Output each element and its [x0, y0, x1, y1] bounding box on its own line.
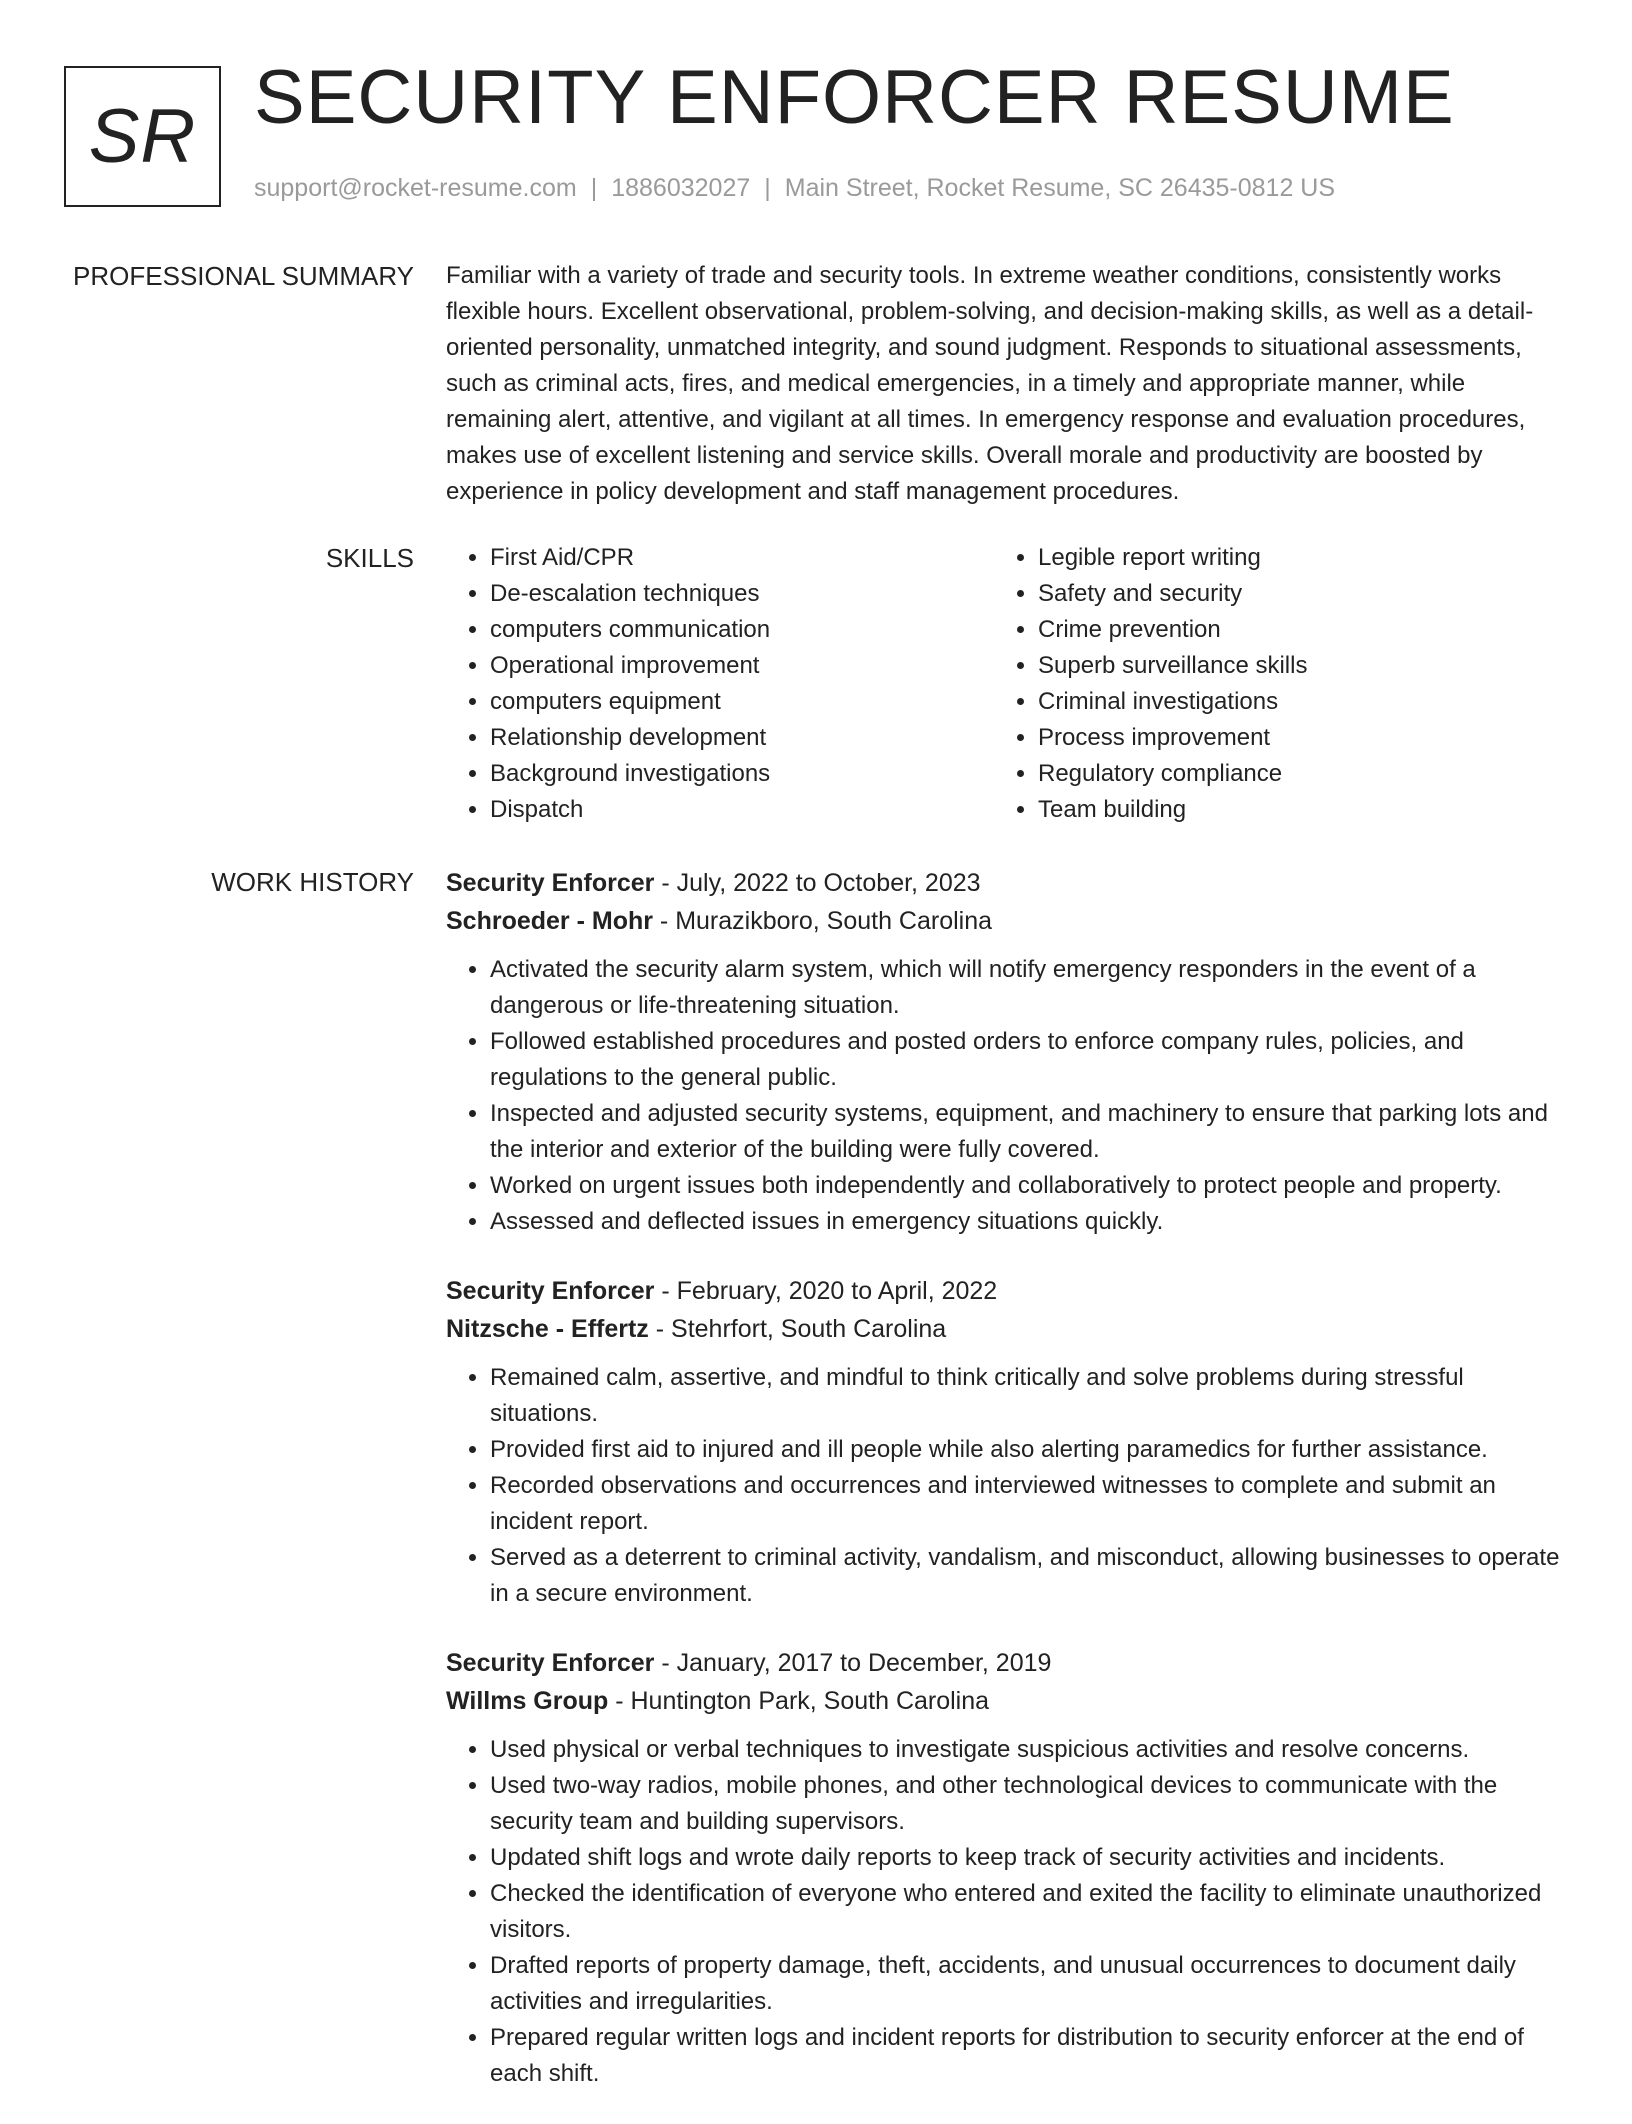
- job-bullet: • Used physical or verbal techniques to investigate suspicious activities and resolve concerns.: [490, 1732, 1562, 1768]
- skill-item: • Dispatch: [490, 792, 994, 828]
- job-bullet: • Activated the security alarm system, which will notify emergency responders in the event of a dangerous or life-threatening situation.: [490, 952, 1562, 1024]
- skill-item: • Operational improvement: [490, 648, 994, 684]
- job-bullet: • Assessed and deflected issues in emergency situations quickly.: [490, 1204, 1562, 1240]
- contact-separator: |: [590, 174, 598, 202]
- work-label: WORK HISTORY: [211, 867, 414, 897]
- summary-body: [446, 258, 1562, 510]
- skills-list-right: [994, 540, 1542, 828]
- skill-item: • computers equipment: [490, 684, 994, 720]
- job-company-line: [446, 902, 1562, 940]
- job-company-line: [446, 1310, 1562, 1348]
- contact-email: support@rocket-resume.com: [254, 174, 577, 202]
- skills-label: SKILLS: [325, 543, 414, 573]
- skill-item: • Safety and security: [1038, 576, 1542, 612]
- job-bullet: • Updated shift logs and wrote daily reports to keep track of security activities and incidents.: [490, 1840, 1562, 1876]
- job-dates: - February, 2020 to April, 2022: [654, 1277, 998, 1305]
- contact-separator: |: [764, 174, 771, 202]
- resume-title: SECURITY ENFORCER RESUME: [254, 55, 1455, 140]
- job-bullet: • Remained calm, assertive, and mindful to think critically and solve problems during stressful situations.: [490, 1360, 1562, 1432]
- monogram-box: [64, 66, 221, 207]
- job-title-line: [446, 1272, 1562, 1310]
- job-entry: [446, 1644, 1562, 2092]
- skills-body: [446, 540, 1562, 828]
- job-location: - Huntington Park, South Carolina: [608, 1687, 990, 1715]
- skill-item: • Criminal investigations: [1038, 684, 1542, 720]
- job-title-line: [446, 1644, 1562, 1682]
- job-bullet: • Inspected and adjusted security systems, equipment, and machinery to ensure that parking lots and the interior and exterior of the building were fully covered.: [490, 1096, 1562, 1168]
- work-body: [446, 864, 1562, 2124]
- skill-item: • Team building: [1038, 792, 1542, 828]
- job-bullet: • Provided first aid to injured and ill people while also alerting paramedics for further assistance.: [490, 1432, 1562, 1468]
- monogram-initials: SR: [88, 94, 197, 179]
- skill-item: • Background investigations: [490, 756, 994, 792]
- job-title-line: [446, 864, 1562, 902]
- job-bullets: [446, 952, 1562, 1240]
- job-title: Security Enforcer: [446, 1277, 655, 1305]
- job-bullets: [446, 1360, 1562, 1612]
- job-entry: [446, 1272, 1562, 1612]
- skill-item: • Relationship development: [490, 720, 994, 756]
- contact-address: Main Street, Rocket Resume, SC 26435-0812 US: [784, 174, 1336, 202]
- summary-text: Familiar with a variety of trade and security tools. In extreme weather conditions, consistently works flexible hours. Excellent observational, problem-solving, and decision-making skills, as well as a detail-oriented personality, unmatched integrity, and sound judgment. Responds to situational assessments, such as criminal acts, fires, and medical emergencies, in a timely and appropriate manner, while remaining alert, attentive, and vigilant at all times. In emergency response and evaluation procedures, makes use of excellent listening and service skills. Overall morale and productivity are boosted by experience in policy development and staff management procedures.: [446, 262, 1534, 505]
- job-bullet: • Used two-way radios, mobile phones, and other technological devices to communicate with the security team and building supervisors.: [490, 1768, 1562, 1840]
- skills-column-right: [994, 540, 1542, 828]
- skill-item: • Regulatory compliance: [1038, 756, 1542, 792]
- job-company: Schroeder - Mohr: [446, 907, 653, 935]
- skills-column-left: [446, 540, 994, 828]
- job-dates: - January, 2017 to December, 2019: [654, 1649, 1052, 1677]
- skills-columns: [446, 540, 1562, 828]
- job-company: Nitzsche - Effertz: [446, 1315, 649, 1343]
- job-bullets: [446, 1732, 1562, 2092]
- job-bullet: • Checked the identification of everyone who entered and exited the facility to eliminate unauthorized visitors.: [490, 1876, 1562, 1948]
- job-location: - Murazikboro, South Carolina: [652, 907, 993, 935]
- skill-item: • Superb surveillance skills: [1038, 648, 1542, 684]
- job-title: Security Enforcer: [446, 1649, 655, 1677]
- skill-item: • computers communication: [490, 612, 994, 648]
- job-location: - Stehrfort, South Carolina: [648, 1315, 947, 1343]
- skill-item: • De-escalation techniques: [490, 576, 994, 612]
- contact-line: [254, 174, 1335, 203]
- job-entry: [446, 864, 1562, 1240]
- skill-item: • Crime prevention: [1038, 612, 1542, 648]
- job-bullet: • Worked on urgent issues both independently and collaboratively to protect people and property.: [490, 1168, 1562, 1204]
- skill-item: • First Aid/CPR: [490, 540, 994, 576]
- job-title: Security Enforcer: [446, 869, 655, 897]
- contact-phone: 1886032027: [611, 174, 751, 202]
- summary-label: PROFESSIONAL SUMMARY: [73, 261, 414, 291]
- skill-item: • Process improvement: [1038, 720, 1542, 756]
- skill-item: • Legible report writing: [1038, 540, 1542, 576]
- skills-list-left: [446, 540, 994, 828]
- job-company-line: [446, 1682, 1562, 1720]
- job-bullet: • Recorded observations and occurrences and interviewed witnesses to complete and submit an incident report.: [490, 1468, 1562, 1540]
- job-company: Willms Group: [446, 1687, 609, 1715]
- job-bullet: • Served as a deterrent to criminal activity, vandalism, and misconduct, allowing businesses to operate in a secure environment.: [490, 1540, 1562, 1612]
- job-dates: - July, 2022 to October, 2023: [654, 869, 981, 897]
- job-bullet: • Prepared regular written logs and incident reports for distribution to security enforcer at the end of each shift.: [490, 2020, 1562, 2092]
- job-bullet: • Followed established procedures and posted orders to enforce company rules, policies, and regulations to the general public.: [490, 1024, 1562, 1096]
- job-bullet: • Drafted reports of property damage, theft, accidents, and unusual occurrences to document daily activities and irregularities.: [490, 1948, 1562, 2020]
